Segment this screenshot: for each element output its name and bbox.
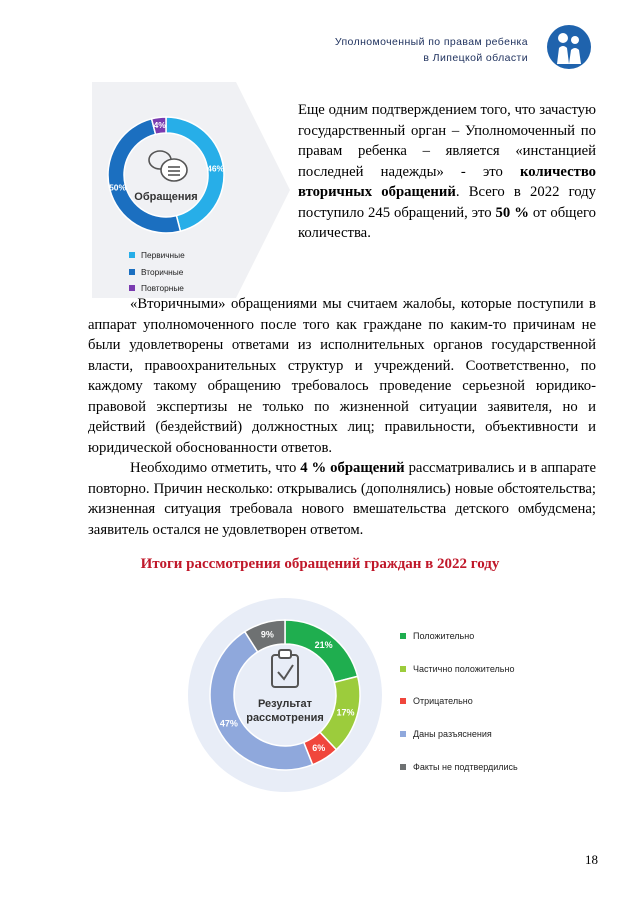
legend-swatch (400, 633, 406, 639)
legend-item (400, 718, 518, 751)
slice-value-label: 4% (153, 120, 166, 131)
legend-label: Положительно (413, 631, 475, 642)
legend-swatch (400, 666, 406, 672)
chart1-center-label: Обращения (134, 191, 198, 203)
legend-label: Вторичные (141, 266, 184, 277)
legend-label: Даны разъяснения (413, 729, 492, 740)
legend-label: Первичные (141, 250, 185, 261)
intro-bold-2: 50 % (495, 204, 529, 221)
intro-text-mid: . Всего в 2022 году поступило 245 обращений, это (298, 184, 596, 221)
intro-bold-1: количество вторичных обращений (298, 163, 596, 200)
legend-label: Частично положительно (413, 663, 515, 674)
slice-value-label: 6% (312, 743, 326, 754)
header-line1: Уполномоченный по правам ребенка (334, 36, 528, 48)
p2-bold: 4 % обращений (300, 460, 405, 476)
slice-value-label: 17% (336, 707, 355, 718)
slice-value-label: 9% (260, 629, 274, 640)
legend-item (400, 685, 518, 718)
paragraph-secondary-appeals: «Вторичными» обращениями мы считаем жалобы, которые поступили в аппарат уполномоченного после того как граждане по каким-то причинам не были удовлетворены ответами из исполнительных органов государственной власти, правоохранительных структур и учреждений. Соответственно, по каждому такому обращению требовалось проведение серьезной юридико-правовой экспертизы не только по жизненной ситуации заявителя, но и действий (бездействий) должностных лиц; правильности, объективности и юридической обоснованности ответов. (88, 296, 596, 456)
p2-end: рассматривались и в аппарате повторно. Причин несколько: открывались (дополнялись) новые обстоятельства; жизненная ситуация требовала нового вмешательства детского омбудсмена; заявитель остался не удовлетворен ответом. (88, 460, 596, 538)
intro-text-end: от общего количества. (298, 204, 597, 241)
chart2-center-label-1: Результат (257, 698, 313, 710)
chart2-center-label-2: рассмотрения (246, 712, 324, 724)
section-title: Итоги рассмотрения обращений граждан в 2022 году (140, 556, 500, 572)
chart2-legend (400, 620, 518, 783)
legend-swatch (400, 698, 406, 704)
legend-label: Факты не подтвердились (413, 761, 518, 772)
p2-start: Необходимо отметить, что (130, 460, 301, 476)
page-number: 18 (585, 852, 598, 867)
slice-value-label: 50% (109, 182, 127, 193)
legend-label: Отрицательно (413, 696, 473, 707)
intro-text-start: Еще одним подтверждением того, что зачастую государственный орган – Уполномоченный по правам ребенка – является «инстанцией последней надежды» - это (298, 102, 596, 180)
slice-value-label: 21% (314, 640, 333, 651)
slice-value-label: 47% (219, 718, 238, 729)
legend-swatch (400, 764, 406, 770)
slice-value-label: 46% (207, 163, 225, 174)
header-line2: в Липецкой области (423, 52, 528, 64)
legend-item (400, 653, 518, 686)
legend-item (400, 620, 518, 653)
legend-item (400, 750, 518, 783)
legend-swatch (400, 731, 406, 737)
legend-label: Повторные (141, 283, 184, 294)
